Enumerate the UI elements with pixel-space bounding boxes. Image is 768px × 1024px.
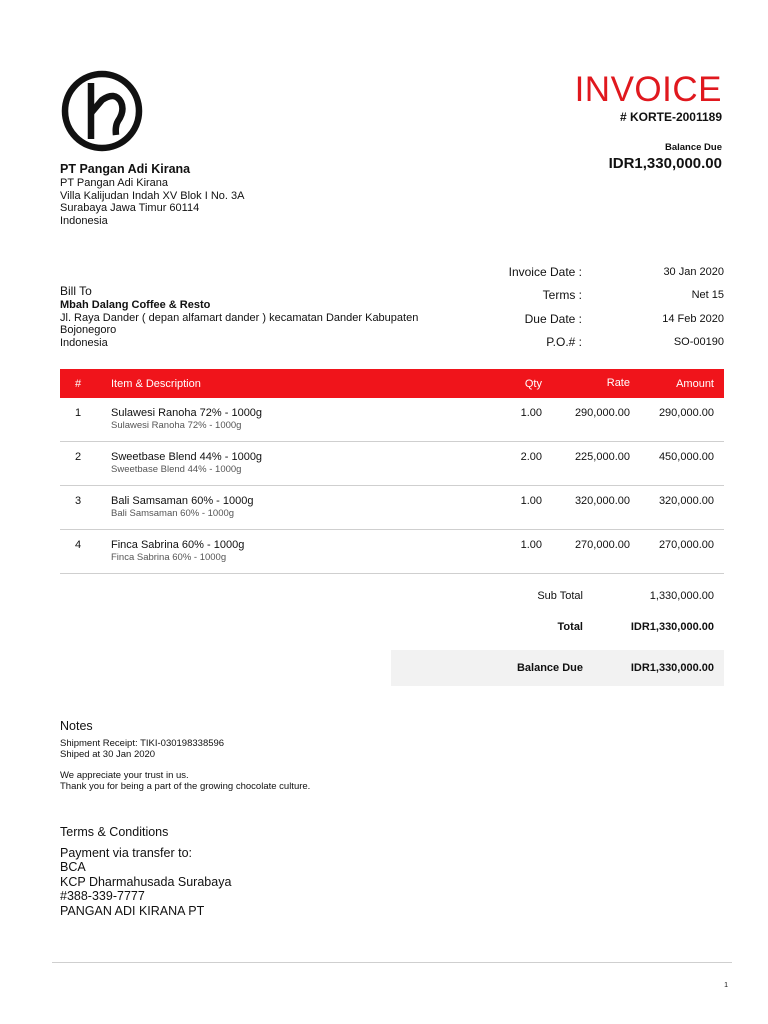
items-table-header (60, 369, 724, 398)
terms-line: KCP Dharmahusada Surabaya (60, 874, 232, 889)
balance-due-row-label: Balance Due (516, 662, 583, 674)
balance-due-amount: IDR1,330,000.00 (608, 155, 722, 172)
invoice-title: INVOICE (574, 70, 722, 109)
invoice-number: # KORTE-2001189 (619, 110, 722, 124)
notes-block (60, 721, 310, 793)
row-amount: 320,000.00 (658, 495, 714, 507)
meta-row-po (440, 331, 724, 355)
company-line: Indonesia (60, 215, 108, 228)
header-amount: Amount (676, 377, 714, 390)
notes-line: We appreciate your trust in us. (60, 770, 189, 782)
items-table (60, 369, 724, 574)
page-number: 1 (724, 982, 728, 989)
meta-value: 14 Feb 2020 (662, 312, 724, 325)
meta-value: 30 Jan 2020 (663, 265, 724, 278)
client-address-line: Jl. Raya Dander ( depan alfamart dander ) kecamatan Dander Kabupaten (60, 311, 419, 324)
terms-line: Payment via transfer to: (60, 845, 193, 860)
item-name: Sulawesi Ranoha 72% - 1000g (111, 407, 263, 419)
row-rate: 290,000.00 (574, 407, 630, 419)
terms-block (60, 825, 231, 918)
header-qty: Qty (524, 377, 542, 390)
client-name: Mbah Dalang Coffee & Resto (60, 298, 211, 311)
item-subdescription: Bali Samsaman 60% - 1000g (111, 508, 235, 519)
row-amount: 450,000.00 (658, 451, 714, 463)
row-qty: 2.00 (520, 451, 542, 463)
row-qty: 1.00 (520, 495, 542, 507)
row-description (96, 451, 502, 485)
item-name: Finca Sabrina 60% - 1000g (111, 539, 245, 551)
item-subdescription: Finca Sabrina 60% - 1000g (111, 552, 227, 563)
meta-row-due-date (440, 307, 724, 331)
row-amount: 290,000.00 (658, 407, 714, 419)
row-num: 2 (74, 451, 82, 463)
item-name: Bali Samsaman 60% - 1000g (111, 495, 254, 507)
company-name: PT Pangan Adi Kirana (60, 162, 191, 176)
meta-label: P.O.# : (546, 335, 582, 350)
row-description (96, 495, 502, 529)
header-num: # (74, 377, 82, 390)
header-rate: Rate (606, 377, 630, 389)
terms-line: #388-339-7777 (60, 889, 145, 903)
row-qty: 1.00 (520, 539, 542, 551)
footer-divider (52, 962, 732, 963)
meta-value: Net 15 (691, 289, 724, 302)
row-amount: 270,000.00 (658, 539, 714, 551)
invoice-meta (440, 260, 724, 354)
notes-heading: Notes (60, 719, 93, 733)
row-rate: 320,000.00 (574, 495, 630, 507)
terms-line: PANGAN ADI KIRANA PT (60, 903, 205, 918)
item-subdescription: Sulawesi Ranoha 72% - 1000g (111, 420, 242, 431)
table-row (60, 398, 724, 442)
meta-label: Due Date : (524, 311, 582, 326)
row-description (96, 539, 502, 573)
table-row (60, 486, 724, 530)
notes-line: Shipment Receipt: TIKI-030198338596 (60, 737, 225, 749)
company-logo-icon (60, 69, 144, 153)
total-row (391, 611, 724, 642)
row-num: 3 (74, 495, 82, 507)
meta-label: Invoice Date : (508, 264, 582, 279)
terms-heading: Terms & Conditions (60, 825, 169, 839)
table-row (60, 530, 724, 574)
company-line: Surabaya Jawa Timur 60114 (60, 202, 200, 215)
table-row (60, 442, 724, 486)
client-address-line: Bojonegoro (60, 324, 117, 337)
total-label: Total (557, 620, 583, 633)
company-block (60, 163, 244, 228)
subtotal-label: Sub Total (537, 589, 583, 602)
item-name: Sweetbase Blend 44% - 1000g (111, 451, 263, 463)
notes-line: Thank you for being a part of the growing chocolate culture. (60, 781, 311, 793)
totals-block (391, 580, 724, 686)
balance-due-row-value: IDR1,330,000.00 (630, 662, 714, 674)
row-rate: 225,000.00 (574, 451, 630, 463)
row-qty: 1.00 (520, 407, 542, 419)
bill-to-block (60, 285, 460, 350)
meta-row-invoice-date (440, 260, 724, 284)
notes-line: Shiped at 30 Jan 2020 (60, 748, 156, 760)
row-description (96, 407, 502, 441)
subtotal-value: 1,330,000.00 (649, 589, 714, 602)
company-line: PT Pangan Adi Kirana (60, 176, 169, 189)
company-line: Villa Kalijudan Indah XV Blok I No. 3A (60, 189, 245, 202)
total-value: IDR1,330,000.00 (630, 620, 714, 633)
meta-value: SO-00190 (673, 336, 724, 349)
item-subdescription: Sweetbase Blend 44% - 1000g (111, 464, 242, 475)
meta-row-terms (440, 284, 724, 308)
bill-to-label: Bill To (60, 284, 92, 298)
row-num: 4 (74, 539, 82, 551)
header-description: Item & Description (111, 377, 201, 390)
row-rate: 270,000.00 (574, 539, 630, 551)
meta-label: Terms : (542, 288, 582, 303)
balance-due-label: Balance Due (664, 142, 722, 153)
balance-due-row (391, 650, 724, 686)
subtotal-row (391, 580, 724, 611)
terms-line: BCA (60, 860, 86, 874)
client-address-line: Indonesia (60, 337, 108, 350)
row-num: 1 (74, 407, 82, 419)
